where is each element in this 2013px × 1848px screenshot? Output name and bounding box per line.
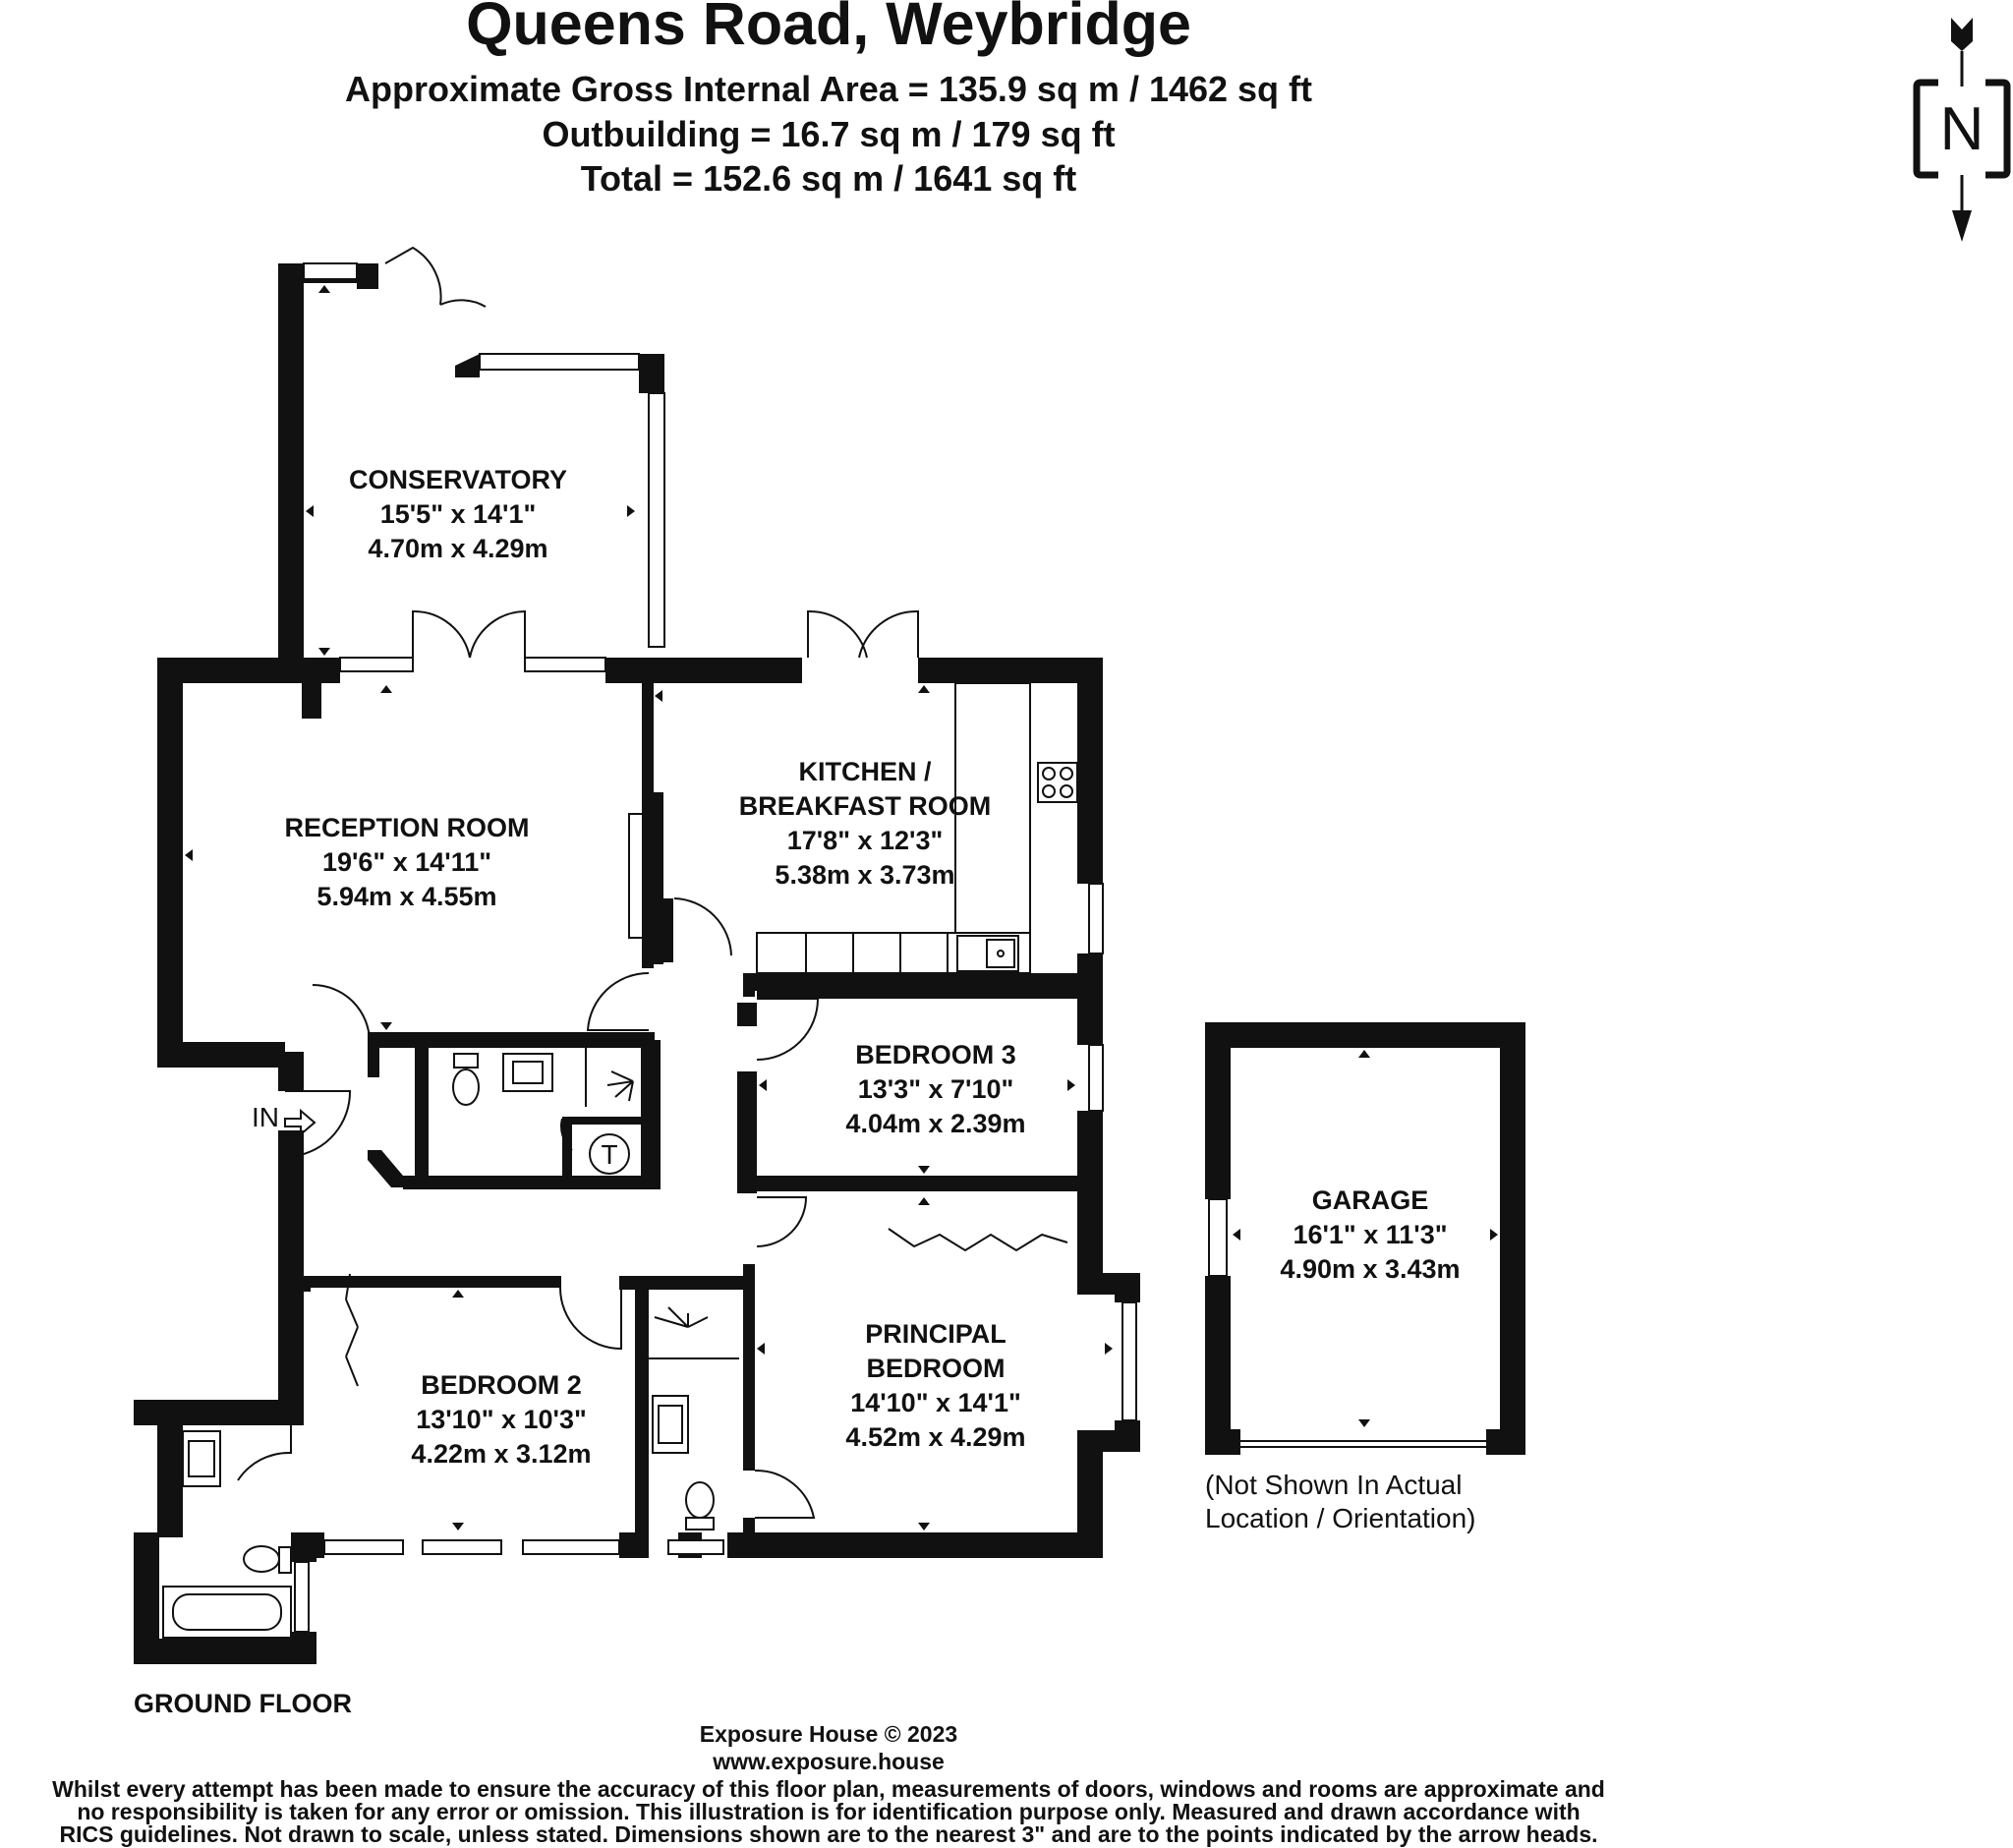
plan-title: Queens Road, Weybridge [466,0,1191,57]
bathroom-basin-icon [183,1431,220,1486]
reception-name: RECEPTION ROOM [284,813,530,842]
garage [1205,1022,1525,1455]
outbuilding-area-text: Outbuilding = 16.7 sq m / 179 sq ft [542,114,1116,154]
reception-metric: 5.94m x 4.55m [316,882,497,911]
ensuite-toilet-icon [686,1482,714,1530]
compass-letter: N [1939,95,1984,163]
garage-name: GARAGE [1311,1185,1429,1215]
kitchen-name-line1: KITCHEN / [798,757,932,786]
footer-copyright: Exposure House © 2023 [699,1721,958,1747]
garage-note-line1: (Not Shown In Actual [1205,1470,1463,1500]
room-bedroom-2 [411,1370,591,1469]
kitchen-metric: 5.38m x 3.73m [775,860,955,890]
wc-toilet-icon [453,1054,479,1105]
ensuite-shower-icon [649,1307,739,1358]
hob-icon [1038,763,1077,802]
bedroom3-imperial: 13'3" x 7'10" [857,1074,1014,1104]
tank-icon [590,1134,629,1174]
footer-disclaimer-2: no responsibility is taken for any error or omission. This illustration is for identification purpose only. Measured and drawn accordance with [77,1799,1581,1824]
bathroom-toilet-icon [244,1546,291,1573]
conservatory-metric: 4.70m x 4.29m [368,534,548,563]
footer-disclaimer-1: Whilst every attempt has been made to ensure the accuracy of this floor plan, measurements of doors, windows and rooms are approximate and [52,1776,1605,1802]
room-conservatory [349,465,567,563]
principal-imperial: 14'10" x 14'1" [850,1388,1021,1417]
conservatory-name: CONSERVATORY [348,465,568,494]
entrance-label: IN [252,1102,279,1132]
bedroom3-metric: 4.04m x 2.39m [845,1109,1026,1138]
garage-note-line2: Location / Orientation) [1205,1503,1476,1533]
gross-area-text: Approximate Gross Internal Area = 135.9 sq m / 1462 sq ft [344,69,1313,109]
principal-name-line2: BEDROOM [866,1354,1006,1383]
kitchen-imperial: 17'8" x 12'3" [786,826,944,855]
garage-metric: 4.90m x 3.43m [1280,1254,1461,1284]
bedroom2-metric: 4.22m x 3.12m [411,1439,592,1469]
total-area-text: Total = 152.6 sq m / 1641 sq ft [580,158,1077,199]
bath-icon [163,1587,291,1638]
footer-disclaimer-3: RICS guidelines. Not drawn to scale, unless stated. Dimensions shown are to the nearest 3" and are to the points indicated by the arrow heads. [59,1821,1598,1847]
principal-metric: 4.52m x 4.29m [845,1422,1026,1452]
floor-label: GROUND FLOOR [134,1689,352,1718]
garage-imperial: 16'1" x 11'3" [1293,1220,1448,1249]
principal-name-line1: PRINCIPAL [865,1319,1006,1349]
footer-website: www.exposure.house [713,1749,945,1774]
reception-imperial: 19'6" x 14'11" [321,847,492,877]
room-bedroom-3 [845,1040,1025,1138]
bedroom2-name: BEDROOM 2 [421,1370,582,1400]
room-reception [284,813,529,911]
wc-basin-icon [503,1054,552,1091]
conservatory-imperial: 15'5" x 14'1" [379,499,537,529]
north-compass-icon [1917,18,2007,242]
ensuite-basin-icon [653,1396,688,1453]
tank-label: T [601,1139,618,1170]
bedroom3-name: BEDROOM 3 [855,1040,1016,1069]
room-kitchen [739,757,992,890]
room-principal-bedroom [845,1319,1025,1452]
bedroom2-imperial: 13'10" x 10'3" [416,1405,587,1434]
shower-icon [586,1048,633,1107]
kitchen-name-line2: BREAKFAST ROOM [738,791,992,821]
kitchen-sink-icon [957,936,1018,971]
